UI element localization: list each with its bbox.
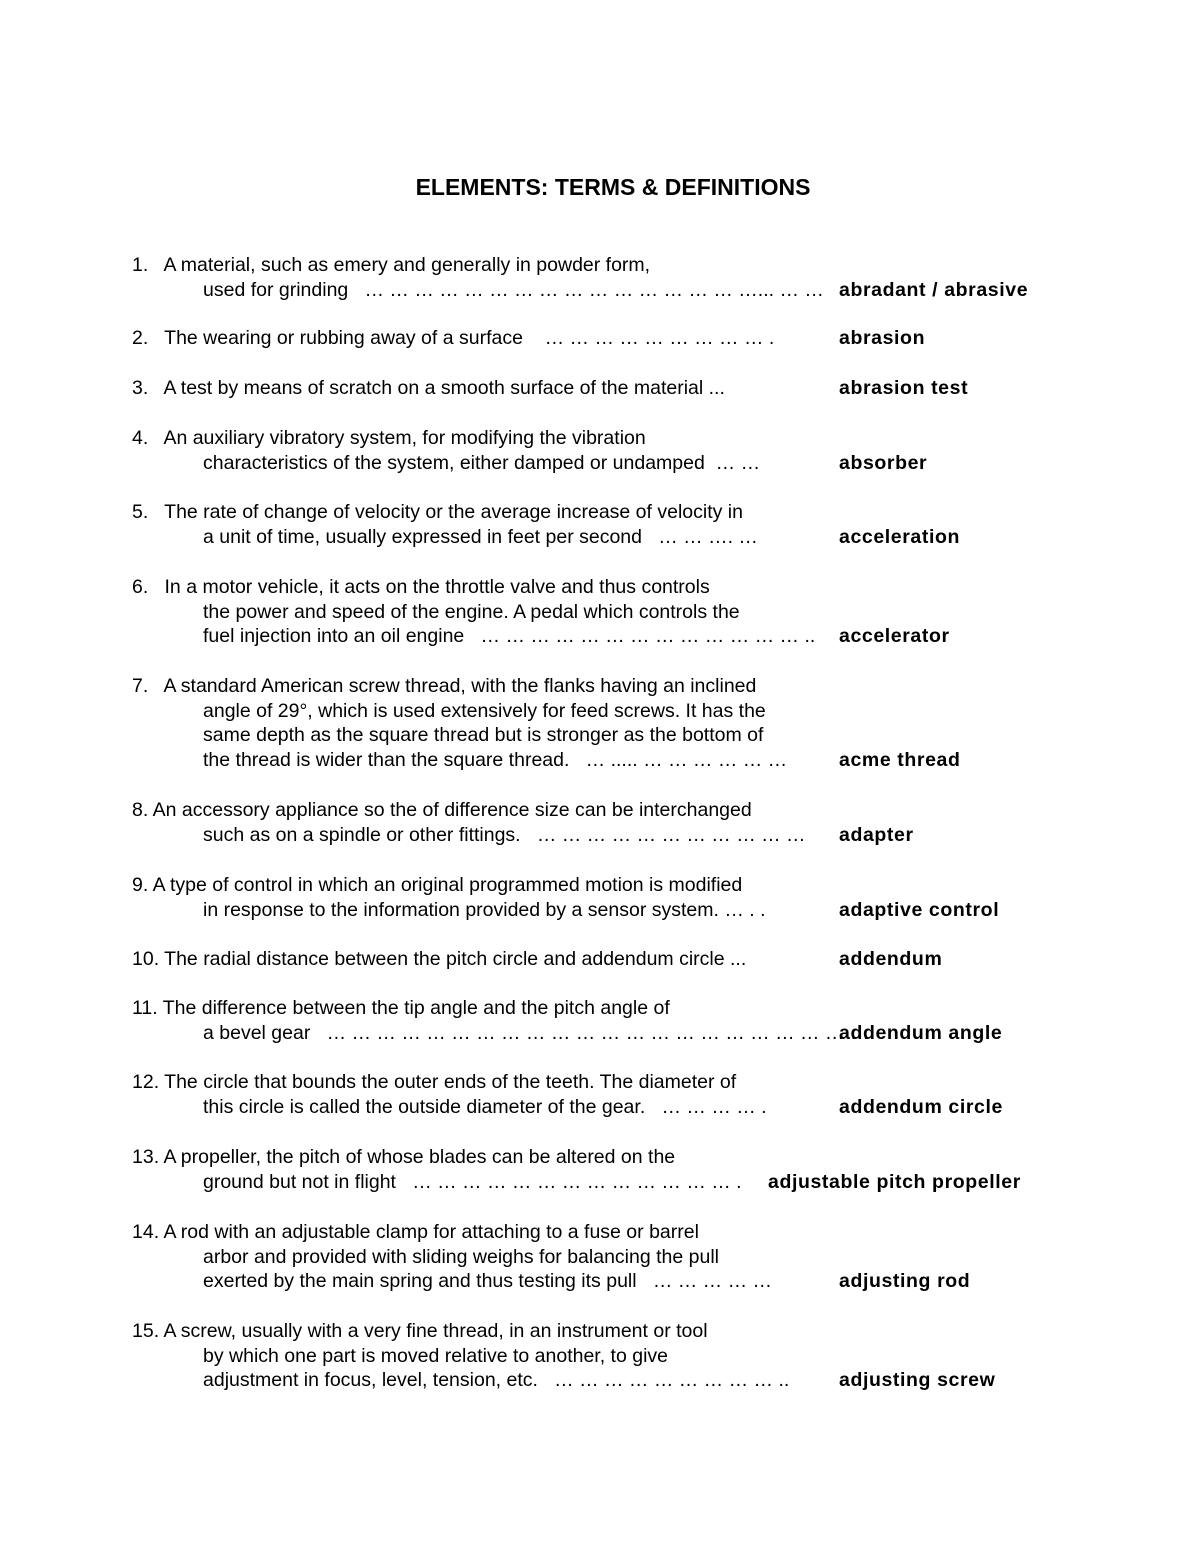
definition-text: the thread is wider than the square thread. … ..... … … … … … … [203, 749, 788, 772]
definition-text: 13. A propeller, the pitch of whose blades can be altered on the [132, 1146, 676, 1168]
definition-text: by which one part is moved relative to another, to give [203, 1344, 669, 1367]
term-label: abrasion [839, 327, 926, 349]
term-label: adaptive control [839, 898, 1000, 921]
term-label: addendum circle [839, 1095, 1003, 1118]
definition-text: 14. A rod with an adjustable clamp for attaching to a fuse or barrel [132, 1221, 699, 1243]
definition-text: 6. In a motor vehicle, it acts on the throttle valve and thus controls [132, 576, 710, 598]
definition-text: 3. A test by means of scratch on a smooth surface of the material ... [132, 377, 725, 399]
definition-text: 7. A standard American screw thread, with the flanks having an inclined [132, 675, 757, 697]
definition-text: 10. The radial distance between the pitch circle and addendum circle ... [132, 948, 747, 970]
term-label: acceleration [839, 525, 961, 548]
definition-text: the power and speed of the engine. A pedal which controls the [203, 600, 740, 623]
page-title: ELEMENTS: TERMS & DEFINITIONS [415, 174, 811, 200]
definition-text: a unit of time, usually expressed in feet per second … … …. … [203, 525, 758, 548]
definition-text: 4. An auxiliary vibratory system, for modifying the vibration [132, 427, 646, 449]
term-label: absorber [839, 451, 928, 474]
definition-text: 1. A material, such as emery and generally in powder form, [132, 254, 651, 276]
term-label: accelerator [839, 625, 950, 648]
term-label: abrasion test [839, 377, 969, 399]
definition-text: this circle is called the outside diameter of the gear. … … … … . [203, 1095, 767, 1118]
definition-text: ground but not in flight … … … … … … … … … … … … … . [203, 1170, 742, 1193]
definition-text: in response to the information provided by a sensor system. … . . [203, 898, 766, 921]
definition-text: angle of 29°, which is used extensively for feed screws. It has the [203, 699, 766, 722]
definition-text: 15. A screw, usually with a very fine thread, in an instrument or tool [132, 1320, 708, 1342]
definition-text: exerted by the main spring and thus testing its pull … … … … … [203, 1270, 773, 1293]
definition-text: adjustment in focus, level, tension, etc. … … … … … … … … … .. [203, 1369, 790, 1392]
definition-text: same depth as the square thread but is stronger as the bottom of [203, 724, 764, 747]
term-label: addendum [839, 948, 943, 970]
definition-text: 5. The rate of change of velocity or the average increase of velocity in [132, 501, 743, 523]
definition-text: 9. A type of control in which an original programmed motion is modified [132, 874, 743, 896]
definition-text: 12. The circle that bounds the outer ends of the teeth. The diameter of [132, 1071, 737, 1093]
definition-text: fuel injection into an oil engine … … … … … … … … … … … … … .. [203, 625, 816, 648]
term-label: acme thread [839, 749, 961, 772]
definition-text: 11. The difference between the tip angle and the pitch angle of [132, 997, 670, 1019]
definition-text: a bevel gear … … … … … … … … … … … … … … … … … … … … … … [203, 1021, 870, 1044]
definition-text: characteristics of the system, either damped or undamped … … [203, 451, 761, 474]
definition-text: arbor and provided with sliding weighs for balancing the pull [203, 1245, 719, 1268]
definition-text: 2. The wearing or rubbing away of a surface … … … … … … … … … . [132, 327, 775, 349]
term-label: adjusting screw [839, 1369, 996, 1392]
definition-text: 8. An accessory appliance so the of difference size can be interchanged [132, 799, 752, 821]
term-label: abradant / abrasive [839, 278, 1029, 301]
term-label: addendum angle [839, 1021, 1003, 1044]
term-label: adjustable pitch propeller [768, 1170, 1021, 1193]
term-label: adapter [839, 823, 914, 846]
definition-text: such as on a spindle or other fittings. … … … … … … … … … … … [203, 823, 806, 846]
definition-text: used for grinding … … … … … … … … … … … … … … … …... … … [203, 278, 824, 301]
term-label: adjusting rod [839, 1270, 971, 1293]
